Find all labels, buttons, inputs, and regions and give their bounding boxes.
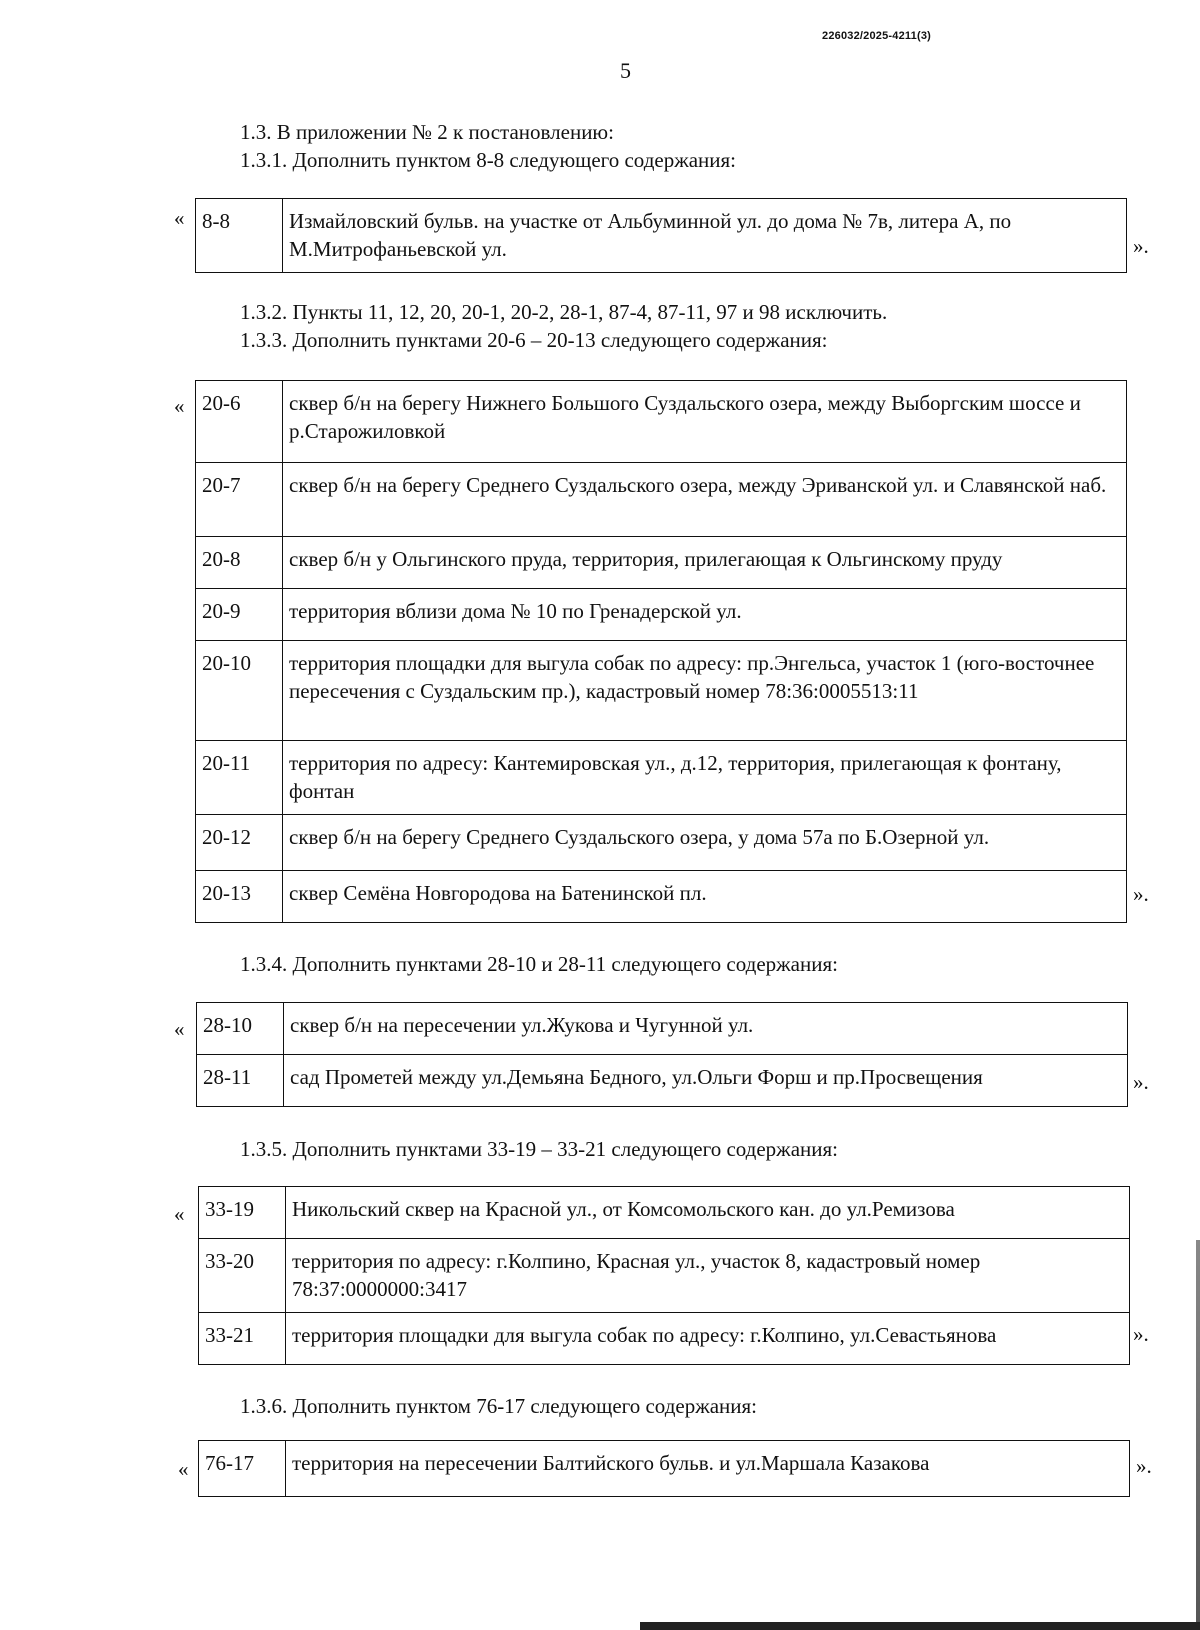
scan-bottom-edge (640, 1622, 1200, 1630)
table-row (199, 1441, 1130, 1497)
item-number: 20-10 (196, 641, 283, 741)
table-items-28-10-28-11 (196, 1002, 1128, 1107)
table-row (197, 1003, 1128, 1055)
table-row (199, 1239, 1130, 1313)
item-description: Никольский сквер на Красной ул., от Комсомольского кан. до ул.Ремизова (286, 1187, 1130, 1239)
item-number: 28-10 (197, 1003, 284, 1055)
item-number: 33-21 (199, 1313, 286, 1365)
item-description: территория по адресу: г.Колпино, Красная ул., участок 8, кадастровый номер 78:37:0000000:3417 (286, 1239, 1130, 1313)
item-number: 20-12 (196, 815, 283, 871)
table-items-20-6-20-13 (195, 380, 1127, 923)
item-number: 20-6 (196, 381, 283, 463)
item-description: территория площадки для выгула собак по адресу: пр.Энгельса, участок 1 (юго-восточнее пересечения с Суздальским пр.), кадастровый номер 78:36:0005513:11 (283, 641, 1127, 741)
paragraph-1-3-4: 1.3.4. Дополнить пунктами 28-10 и 28-11 следующего содержания: (240, 952, 838, 976)
scan-binding-edge (1196, 1240, 1200, 1630)
item-number: 33-19 (199, 1187, 286, 1239)
paragraph-1-3-5: 1.3.5. Дополнить пунктами 33-19 – 33-21 следующего содержания: (240, 1137, 838, 1161)
table-row (196, 589, 1127, 641)
table-item-8-8 (195, 198, 1127, 273)
section-heading-1-3: 1.3. В приложении № 2 к постановлению: (240, 120, 614, 144)
item-number: 8-8 (196, 199, 283, 273)
paragraph-1-3-3: 1.3.3. Дополнить пунктами 20-6 – 20-13 следующего содержания: (240, 328, 828, 352)
item-description: сквер б/н на берегу Среднего Суздальского озера, у дома 57а по Б.Озерной ул. (283, 815, 1127, 871)
item-description: сквер б/н на берегу Среднего Суздальского озера, между Эриванской ул. и Славянской наб. (283, 463, 1127, 537)
quote-close: ». (1133, 234, 1149, 258)
item-description: сквер б/н у Ольгинского пруда, территория, прилегающая к Ольгинскому пруду (283, 537, 1127, 589)
quote-open: « (174, 206, 185, 230)
item-description: сквер Семёна Новгородова на Батенинской пл. (283, 871, 1127, 923)
item-number: 20-7 (196, 463, 283, 537)
item-number: 33-20 (199, 1239, 286, 1313)
paragraph-1-3-6: 1.3.6. Дополнить пунктом 76-17 следующего содержания: (240, 1394, 758, 1418)
table-row (196, 199, 1127, 273)
table-row (196, 871, 1127, 923)
item-description: сад Прометей между ул.Демьяна Бедного, ул.Ольги Форш и пр.Просвещения (284, 1055, 1128, 1107)
table-row (196, 463, 1127, 537)
paragraph-1-3-1: 1.3.1. Дополнить пунктом 8-8 следующего содержания: (240, 148, 737, 172)
item-number: 20-13 (196, 871, 283, 923)
item-description: территория вблизи дома № 10 по Гренадерской ул. (283, 589, 1127, 641)
item-number: 20-8 (196, 537, 283, 589)
quote-close: ». (1133, 882, 1149, 906)
item-description: территория площадки для выгула собак по адресу: г.Колпино, ул.Севастьянова (286, 1313, 1130, 1365)
quote-open: « (178, 1457, 189, 1481)
table-row (196, 537, 1127, 589)
item-description: сквер б/н на пересечении ул.Жукова и Чугунной ул. (284, 1003, 1128, 1055)
item-number: 76-17 (199, 1441, 286, 1497)
item-description: территория на пересечении Балтийского бульв. и ул.Маршала Казакова (286, 1441, 1130, 1497)
quote-open: « (174, 394, 185, 418)
table-items-33-19-33-21 (198, 1186, 1130, 1365)
quote-open: « (174, 1202, 185, 1226)
document-number: 226032/2025-4211(3) (822, 30, 932, 42)
table-row (199, 1187, 1130, 1239)
paragraph-1-3-2: 1.3.2. Пункты 11, 12, 20, 20-1, 20-2, 28-1, 87-4, 87-11, 97 и 98 исключить. (240, 300, 888, 324)
table-row (196, 741, 1127, 815)
quote-open: « (174, 1017, 185, 1041)
item-description: сквер б/н на берегу Нижнего Большого Суздальского озера, между Выборгским шоссе и р.Старожиловкой (283, 381, 1127, 463)
quote-close: ». (1133, 1070, 1149, 1094)
item-number: 20-9 (196, 589, 283, 641)
table-row (196, 381, 1127, 463)
page-number: 5 (620, 58, 631, 83)
quote-close: ». (1136, 1454, 1152, 1478)
table-row (196, 815, 1127, 871)
table-row (196, 641, 1127, 741)
item-description: территория по адресу: Кантемировская ул., д.12, территория, прилегающая к фонтану, фонтан (283, 741, 1127, 815)
table-row (197, 1055, 1128, 1107)
quote-close: ». (1133, 1322, 1149, 1346)
item-number: 28-11 (197, 1055, 284, 1107)
item-number: 20-11 (196, 741, 283, 815)
item-description: Измайловский бульв. на участке от Альбуминной ул. до дома № 7в, литера А, по М.Митрофаньевской ул. (283, 199, 1127, 273)
table-row (199, 1313, 1130, 1365)
table-item-76-17 (198, 1440, 1130, 1497)
